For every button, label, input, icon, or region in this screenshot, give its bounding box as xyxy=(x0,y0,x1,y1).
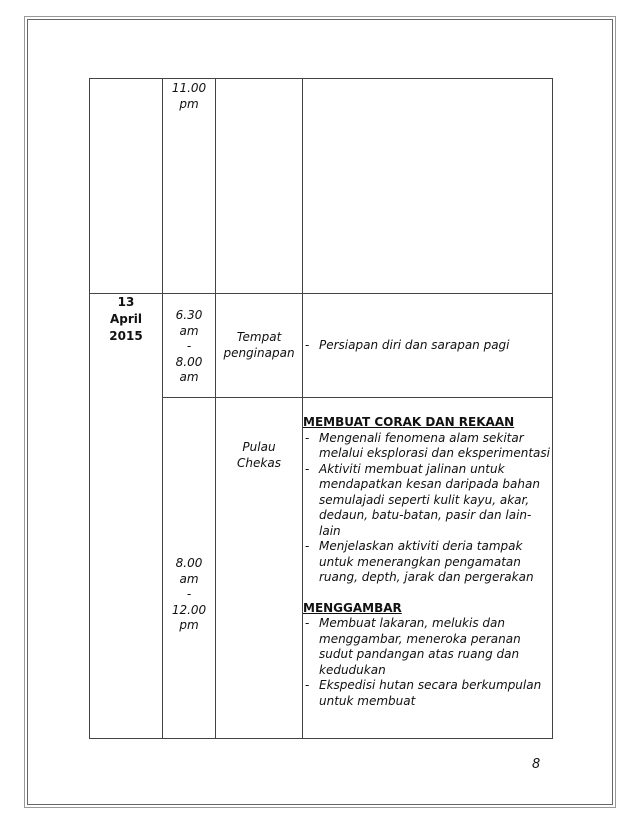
date-day: 13 xyxy=(117,295,135,309)
activity-cell-empty xyxy=(303,79,553,294)
activity-cell xyxy=(303,294,553,398)
schedule-table xyxy=(89,78,553,739)
time-cell xyxy=(163,294,216,398)
activity-item: - Menjelaskan aktiviti deria tampak untuk menerangkan pengamatan ruang, depth, jarak dan pergerakan xyxy=(303,539,552,586)
place-cell xyxy=(216,294,303,398)
time-text: pm xyxy=(179,96,199,111)
time-text: pm xyxy=(179,618,199,632)
place-cell xyxy=(216,398,303,739)
place-cell-empty xyxy=(216,79,303,294)
time-text: am xyxy=(179,370,199,384)
table-row xyxy=(90,79,553,294)
place-text: Pulau xyxy=(242,440,276,454)
place-text: Tempat xyxy=(236,330,282,344)
activity-item: - Membuat lakaran, melukis dan menggambar, meneroka peranan sudut pandangan atas ruang dan kedudukan xyxy=(303,616,552,678)
time-text: - xyxy=(186,587,192,601)
time-text: 11.00 xyxy=(171,81,207,95)
time-text: 8.00 xyxy=(175,354,203,369)
time-cell xyxy=(163,79,216,294)
time-text: - xyxy=(186,339,192,353)
time-text: 12.00 xyxy=(171,602,207,617)
section-heading: MENGGAMBAR xyxy=(303,600,402,615)
activity-item: - Mengenali fenomena alam sekitar melalui eksplorasi dan eksperimentasi xyxy=(303,431,552,462)
activity-item: - Ekspedisi hutan secara berkumpulan untuk membuat xyxy=(303,678,552,709)
activity-item: - Aktiviti membuat jalinan untuk mendapatkan kesan daripada bahan semulajadi seperti kulit kayu, akar, dedaun, batu-batan, pasir dan lain-lain xyxy=(303,462,552,540)
activity-item: - Persiapan diri dan sarapan pagi xyxy=(303,338,552,354)
time-text: 6.30 xyxy=(175,308,203,322)
page-number: 8 xyxy=(532,757,541,772)
time-text: am xyxy=(179,323,199,338)
place-text: penginapan xyxy=(223,345,295,360)
table-row xyxy=(90,294,553,398)
time-cell xyxy=(163,398,216,739)
date-year: 2015 xyxy=(109,329,143,343)
date-cell-empty xyxy=(90,79,163,294)
activity-cell xyxy=(303,398,553,739)
place-text: Chekas xyxy=(237,455,281,470)
date-month: April xyxy=(109,312,143,326)
time-text: 8.00 xyxy=(175,556,203,570)
time-text: am xyxy=(179,571,199,586)
date-cell xyxy=(90,294,163,739)
section-heading: MEMBUAT CORAK DAN REKAAN xyxy=(303,415,515,429)
